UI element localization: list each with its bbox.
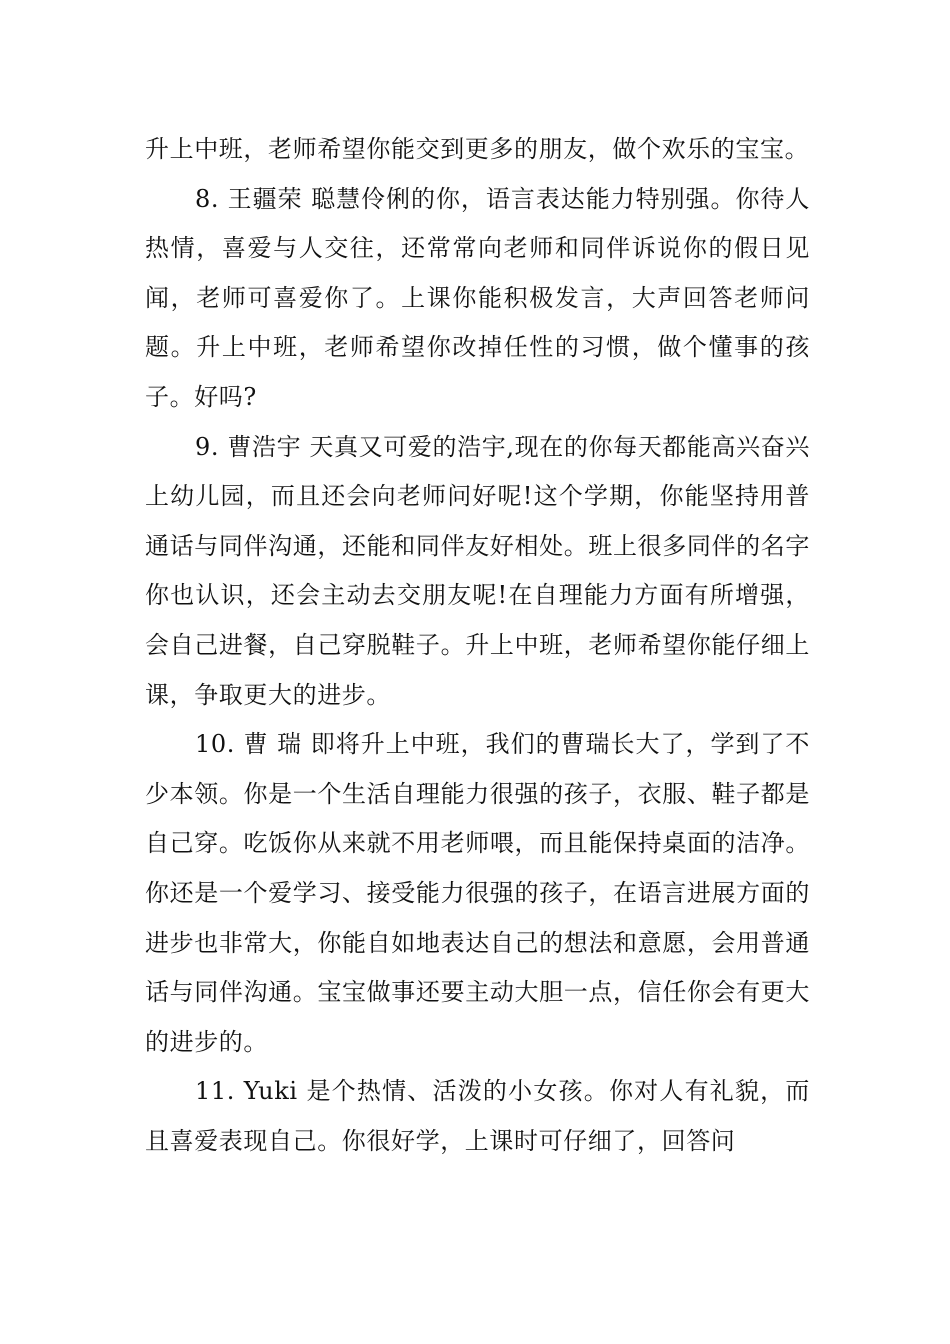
document-page — [145, 125, 810, 1166]
paragraph-item-10: 10. 曹 瑞 即将升上中班，我们的曹瑞长大了，学到了不少本领。你是一个生活自理能力很强的孩子，衣服、鞋子都是自己穿。吃饭你从来就不用老师喂，而且能保持桌面的洁净。你还是一个爱学习、接受能力很强的孩子，在语言进展方面的进步也非常大，你能自如地表达自己的想法和意愿，会用普通话与同伴沟通。宝宝做事还要主动大胆一点，信任你会有更大的进步的。 — [145, 730, 810, 1056]
paragraph-item-11: 11. Yuki 是个热情、活泼的小女孩。你对人有礼貌，而且喜爱表现自己。你很好学，上课时可仔细了，回答问 — [145, 1077, 810, 1155]
paragraph-item-8: 8. 王疆荣 聪慧伶俐的你，语言表达能力特别强。你待人热情，喜爱与人交往，还常常向老师和同伴诉说你的假日见闻，老师可喜爱你了。上课你能积极发言，大声回答老师问题。升上中班，老师希望你改掉任性的习惯，做个懂事的孩子。好吗? — [145, 184, 810, 411]
paragraph-item-9: 9. 曹浩宇 天真又可爱的浩宇,现在的你每天都能高兴奋兴上幼儿园，而且还会向老师问好呢!这个学期，你能坚持用普通话与同伴沟通，还能和同伴友好相处。班上很多同伴的名字你也认识，还会主动去交朋友呢!在自理能力方面有所增强，会自己进餐，自己穿脱鞋子。升上中班，老师希望你能仔细上课，争取更大的进步。 — [145, 432, 810, 709]
paragraph-intro-continued: 升上中班，老师希望你能交到更多的朋友，做个欢乐的宝宝。 — [145, 135, 810, 163]
